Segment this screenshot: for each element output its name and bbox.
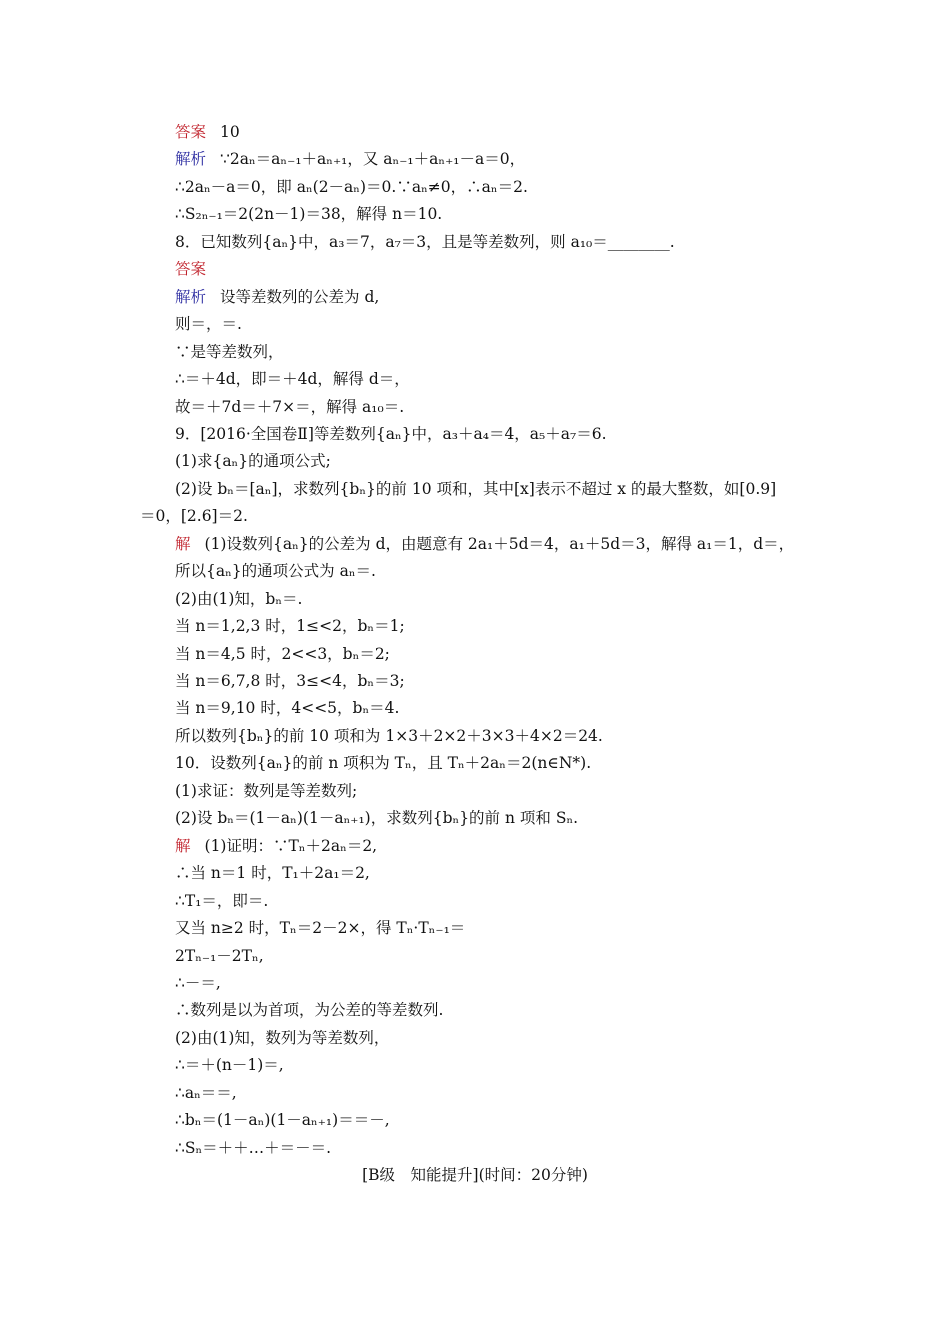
line-text: 2Tₙ₋₁－2Tₙ, xyxy=(175,946,264,965)
text-line xyxy=(175,534,794,554)
line-text: ∵2aₙ＝aₙ₋₁＋aₙ₊₁，又 aₙ₋₁＋aₙ₊₁－a＝0， xyxy=(220,150,526,169)
text-line xyxy=(175,589,302,609)
text-line xyxy=(175,561,376,581)
line-text: (2)设 bₙ＝[aₙ]，求数列{bₙ}的前 10 项和，其中[x]表示不超过 x 的最大整数，如[0.9] xyxy=(175,479,777,498)
line-label: 解 xyxy=(175,534,191,553)
text-line xyxy=(175,973,221,993)
text-line xyxy=(175,781,357,801)
line-text: ∴数列是以为首项，为公差的等差数列. xyxy=(175,1001,444,1020)
text-line xyxy=(175,314,242,334)
text-line xyxy=(175,946,264,966)
text-line xyxy=(175,149,525,169)
line-text: (1)设数列{aₙ}的公差为 d，由题意有 2a₁＋5d＝4，a₁＋5d＝3，解得 a₁＝1，d＝， xyxy=(204,534,795,553)
line-text: 所以数列{bₙ}的前 10 项和为 1×3＋2×2＋3×3＋4×2＝24. xyxy=(175,726,603,745)
text-line xyxy=(175,1110,390,1130)
line-text: 10．设数列{aₙ}的前 n 项积为 Tₙ，且 Tₙ＋2aₙ＝2(n∈N*). xyxy=(175,754,592,773)
text-line xyxy=(175,616,405,636)
text-line xyxy=(175,836,377,856)
line-text: 则＝，＝. xyxy=(175,315,242,334)
text-line xyxy=(175,424,607,444)
text-line xyxy=(175,122,240,142)
line-text: 故＝＋7d＝＋7×＝，解得 a₁₀＝. xyxy=(175,397,405,416)
line-text: ∴－＝, xyxy=(175,973,221,992)
text-line xyxy=(175,342,284,362)
text-line xyxy=(175,287,379,307)
text-line xyxy=(175,177,528,197)
line-text: (1)求{aₙ}的通项公式; xyxy=(175,452,331,471)
text-line xyxy=(175,1083,237,1103)
text-line xyxy=(175,644,390,664)
text-line xyxy=(175,863,370,883)
text-line xyxy=(175,259,220,279)
text-line xyxy=(175,232,675,252)
text-line xyxy=(140,506,248,526)
line-text: ∴aₙ＝＝, xyxy=(175,1083,237,1102)
line-text: 所以{aₙ}的通项公式为 aₙ＝. xyxy=(175,562,376,581)
text-line xyxy=(175,726,603,746)
line-text: ＝0，[2.6]＝2. xyxy=(140,507,248,526)
line-text: ∴T₁＝，即＝. xyxy=(175,891,269,910)
line-text: 8．已知数列{aₙ}中，a₃＝7，a₇＝3，且是等差数列，则 a₁₀＝________. xyxy=(175,232,675,251)
line-label: 答案 xyxy=(175,260,207,279)
text-line xyxy=(0,1165,950,1185)
text-line xyxy=(175,698,399,718)
text-line xyxy=(175,451,331,471)
line-text: ∵是等差数列， xyxy=(175,342,284,361)
text-line xyxy=(175,204,442,224)
line-text: ∴＝＋4d，即＝＋4d，解得 d＝， xyxy=(175,370,410,389)
line-label: 解 xyxy=(175,836,191,855)
line-text: 当 n＝9,10 时，4<<5，bₙ＝4. xyxy=(175,699,400,718)
text-line xyxy=(175,753,591,773)
text-line xyxy=(175,1138,331,1158)
line-text: [B级 知能提升](时间：20分钟) xyxy=(362,1166,588,1185)
line-label: 解析 xyxy=(175,287,207,306)
text-line xyxy=(175,808,578,828)
text-line xyxy=(175,891,268,911)
text-line xyxy=(175,1000,443,1020)
line-text: (2)由(1)知，bₙ＝. xyxy=(175,589,303,608)
line-text: 当 n＝4,5 时，2<<3，bₙ＝2; xyxy=(175,644,390,663)
text-line xyxy=(175,1055,284,1075)
line-text: ∴S₂ₙ₋₁＝2(2n－1)＝38，解得 n＝10. xyxy=(175,205,443,224)
line-text: 设等差数列的公差为 d, xyxy=(220,287,380,306)
line-text: ∴＝＋(n－1)＝, xyxy=(175,1056,284,1075)
text-line xyxy=(175,369,410,389)
text-line xyxy=(175,671,405,691)
line-text: 当 n＝6,7,8 时，3≤<4，bₙ＝3; xyxy=(175,672,405,690)
text-line xyxy=(175,479,776,499)
line-text: 9．[2016·全国卷Ⅱ]等差数列{aₙ}中，a₃＋a₄＝4，a₅＋a₇＝6. xyxy=(175,424,607,443)
text-line xyxy=(175,918,465,938)
line-text: 又当 n≥2 时，Tₙ＝2－2×，得 Tₙ·Tₙ₋₁＝ xyxy=(175,919,466,938)
text-line xyxy=(175,1028,389,1048)
text-line xyxy=(175,397,404,417)
line-text: (1)求证：数列是等差数列; xyxy=(175,781,358,800)
line-text: 当 n＝1,2,3 时，1≤<2，bₙ＝1; xyxy=(175,617,405,636)
line-text: (2)设 bₙ＝(1－aₙ)(1－aₙ₊₁)，求数列{bₙ}的前 n 项和 Sₙ. xyxy=(175,809,579,828)
line-text: ∴bₙ＝(1－aₙ)(1－aₙ₊₁)＝＝－, xyxy=(175,1111,390,1130)
line-text: (1)证明：∵Tₙ＋2aₙ＝2, xyxy=(204,836,378,855)
line-text: ∴当 n＝1 时，T₁＋2a₁＝2, xyxy=(175,864,370,883)
line-label: 解析 xyxy=(175,150,207,169)
line-text: ∴Sₙ＝＋＋…＋＝－＝. xyxy=(175,1138,332,1157)
line-text: 10 xyxy=(220,123,240,141)
line-label: 答案 xyxy=(175,123,207,141)
line-text: ∴2aₙ－a＝0，即 aₙ(2－aₙ)＝0.∵aₙ≠0，∴aₙ＝2. xyxy=(175,177,528,196)
line-text: (2)由(1)知，数列为等差数列， xyxy=(175,1028,390,1047)
